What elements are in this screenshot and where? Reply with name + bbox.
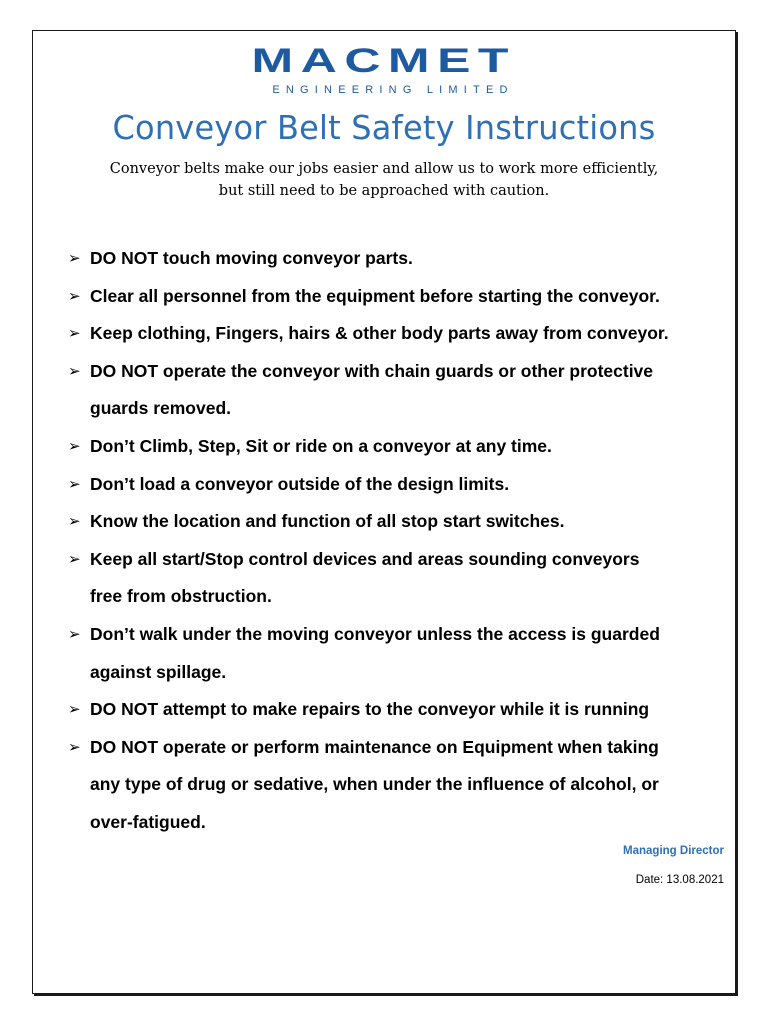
safety-rule xyxy=(68,466,728,504)
arrow-bullet-icon: ➢ xyxy=(68,701,81,719)
safety-rule-text: Keep clothing, Fingers, hairs & other body parts away from conveyor. xyxy=(90,323,669,344)
safety-rule xyxy=(68,503,728,541)
safety-rule xyxy=(68,278,728,316)
safety-rule-text: Don’t walk under the moving conveyor unless the access is guarded xyxy=(90,623,660,644)
page-title: Conveyor Belt Safety Instructions xyxy=(112,108,656,147)
safety-rule-text: any type of drug or sedative, when under the influence of alcohol, or xyxy=(90,774,659,795)
issue-date: Date: 13.08.2021 xyxy=(635,874,724,886)
safety-rule xyxy=(68,240,728,278)
arrow-bullet-icon: ➢ xyxy=(68,287,81,305)
safety-rule-text: guards removed. xyxy=(90,398,232,419)
safety-rule-text: free from obstruction. xyxy=(90,586,272,607)
arrow-bullet-icon: ➢ xyxy=(68,550,81,568)
safety-rule-text: Clear all personnel from the equipment before starting the conveyor. xyxy=(90,285,660,306)
arrow-bullet-icon: ➢ xyxy=(68,250,81,267)
safety-rule-text: DO NOT attempt to make repairs to the conveyor while it is running xyxy=(90,699,650,720)
logo-wordmark: MACMET xyxy=(251,42,517,80)
safety-rule-text: DO NOT touch moving conveyor parts. xyxy=(90,248,413,268)
arrow-bullet-icon: ➢ xyxy=(68,325,81,343)
safety-rule xyxy=(68,729,728,842)
safety-rule-text: Know the location and function of all stop start switches. xyxy=(90,511,565,532)
safety-rule-text: DO NOT operate the conveyor with chain guards or other protective xyxy=(90,360,654,381)
safety-rule xyxy=(68,691,728,729)
safety-rule-text: Don’t Climb, Step, Sit or ride on a conveyor at any time. xyxy=(90,435,552,456)
safety-rule xyxy=(68,541,728,616)
signatory-title: Managing Director xyxy=(623,845,724,857)
intro-line-2: but still need to be approached with caution. xyxy=(218,183,550,199)
safety-rule-text: over-fatigued. xyxy=(90,811,206,832)
safety-rule-text: Keep all start/Stop control devices and areas sounding conveyors xyxy=(90,548,640,569)
logo-tagline: ENGINEERING LIMITED xyxy=(272,84,514,96)
safety-rule xyxy=(68,353,728,428)
arrow-bullet-icon: ➢ xyxy=(68,738,81,756)
intro-line-1: Conveyor belts make our jobs easier and allow us to work more efficiently, xyxy=(109,161,659,177)
safety-rule xyxy=(68,315,728,353)
arrow-bullet-icon: ➢ xyxy=(68,362,81,380)
arrow-bullet-icon: ➢ xyxy=(68,513,81,531)
arrow-bullet-icon: ➢ xyxy=(68,437,81,455)
arrow-bullet-icon: ➢ xyxy=(68,475,81,493)
company-logo xyxy=(0,42,768,96)
safety-rules-list xyxy=(68,240,728,842)
safety-rule-text: against spillage. xyxy=(90,661,227,682)
safety-rule-text: DO NOT operate or perform maintenance on Equipment when taking xyxy=(90,736,659,757)
safety-rule xyxy=(68,616,728,691)
arrow-bullet-icon: ➢ xyxy=(68,625,81,643)
intro-text xyxy=(0,158,768,202)
safety-rule xyxy=(68,428,728,466)
safety-rule-text: Don’t load a conveyor outside of the design limits. xyxy=(90,473,510,494)
